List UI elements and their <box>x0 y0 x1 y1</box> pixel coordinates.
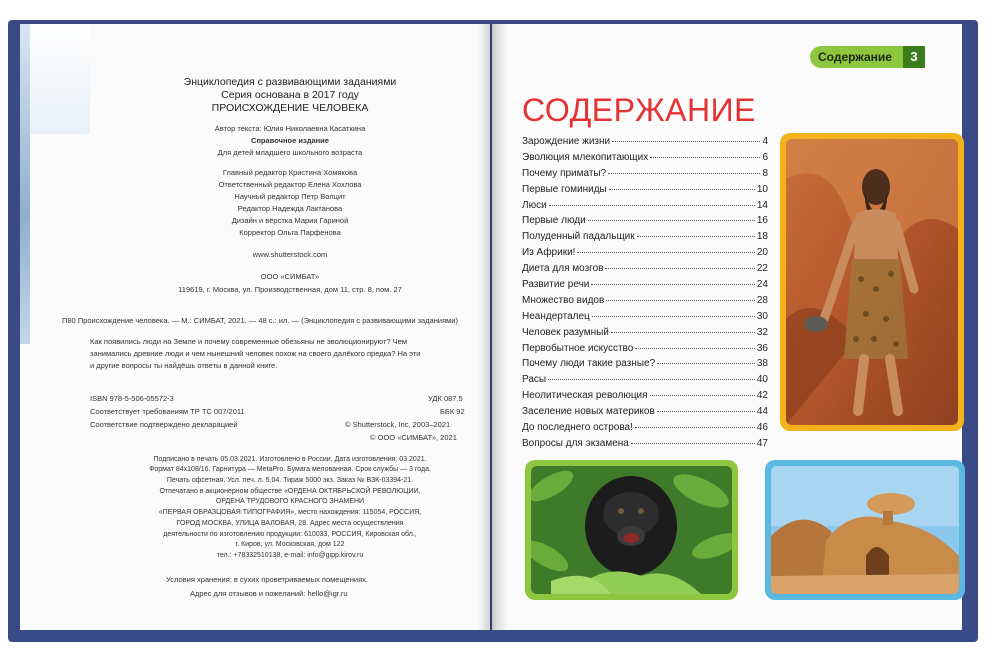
toc-item[interactable] <box>522 374 768 390</box>
book-title: ПРОИСХОЖДЕНИЕ ЧЕЛОВЕКА <box>211 102 369 114</box>
toc-item-title: Вопросы для экзамена <box>522 437 629 449</box>
toc-item-title: Почему люди такие разные? <box>522 358 656 370</box>
feedback-address: Адрес для отзывов и пожеланий: hello@igr.ru <box>190 589 348 598</box>
credit-line: Редактор Надежда Лактанова <box>237 204 343 213</box>
copyright-shutterstock: © Shutterstock, Inc, 2003–2021 <box>345 420 451 429</box>
print-info-line: ОРДЕНА ТРУДОВОГО КРАСНОГО ЗНАМЕНИ <box>215 498 365 505</box>
credit-line: Ответственный редактор Елена Хохлова <box>218 180 362 189</box>
credit-line: Корректор Ольга Парфенова <box>239 228 341 237</box>
toc-leader-dots <box>609 189 755 190</box>
gorilla-illustration <box>531 466 732 594</box>
catalog-line: П80 Происхождение человека. — М.: СИМБАТ, 2021. — 48 с.: ил. — (Энциклопедия с развивающими заданиями) <box>62 316 458 325</box>
page-heading: СОДЕРЖАНИЕ <box>522 92 756 128</box>
print-info-line: тел.: +78332510138, e-mail: info@gipp.kirov.ru <box>216 552 364 559</box>
toc-item-page: 38 <box>756 358 768 370</box>
toc-item[interactable] <box>522 390 768 406</box>
toc-leader-dots <box>657 411 755 412</box>
toc-leader-dots <box>612 141 760 142</box>
print-info-line: ГОРОД МОСКВА, УЛИЦА ВАЛОВАЯ, 28. Адрес места осуществления <box>176 520 404 527</box>
toc-item-title: Люси <box>522 199 547 211</box>
toc-item-page: 28 <box>756 294 768 306</box>
toc-item[interactable] <box>522 231 768 247</box>
toc-leader-dots <box>608 173 760 174</box>
series-since: Серия основана в 2017 году <box>221 89 359 101</box>
print-info-line: Отпечатано в акционерном обществе «ОРДЕНА ОКТЯБРЬСКОЙ РЕВОЛЮЦИИ, <box>159 488 421 495</box>
toc-leader-dots <box>635 427 755 428</box>
toc-item[interactable] <box>522 279 768 295</box>
udk: УДК 087.5 <box>428 394 463 403</box>
print-info-line: Печать офсетная. Усл. печ. л. 5,04. Тираж 5000 экз. Заказ № ВЗК-03394-21. <box>166 477 414 484</box>
toc-item-page: 42 <box>756 390 768 402</box>
annotation-line: занимались древние люди и чем нынешний человек похож на своего далёкого предка? На эти <box>90 349 421 358</box>
toc-leader-dots <box>650 395 755 396</box>
toc-item[interactable] <box>522 358 768 374</box>
print-info-line: Подписано в печать 05.03.2021. Изготовлено в России. Дата изготовления: 03.2021. <box>153 456 427 463</box>
credit-line: Научный редактор Петр Волцит <box>234 192 346 201</box>
print-info-line: «ПЕРВАЯ ОБРАЗЦОВАЯ ТИПОГРАФИЯ», место нахождения: 115054, РОССИЯ, <box>158 509 422 516</box>
toc-item[interactable] <box>522 406 768 422</box>
toc-item[interactable] <box>522 327 768 343</box>
left-page-edge-photo <box>20 24 90 134</box>
section-tag-label: Содержание <box>818 50 892 64</box>
print-info-line: деятельности по изготовлению продукции: 610033, РОССИЯ, Кировская обл., <box>163 531 417 538</box>
toc-item[interactable] <box>522 168 768 184</box>
page-number: 3 <box>903 46 925 68</box>
toc-leader-dots <box>650 157 760 158</box>
toc-item-page: 44 <box>756 406 768 418</box>
toc-leader-dots <box>577 252 754 253</box>
rock-illustration <box>771 466 959 594</box>
toc-item[interactable] <box>522 295 768 311</box>
declaration: Соответствие подтверждено декларацией <box>90 420 238 429</box>
gorilla-photo-image <box>531 466 732 594</box>
toc-leader-dots <box>591 284 755 285</box>
toc-item-title: Расы <box>522 374 547 386</box>
toc-item-title: Первые гоминиды <box>522 183 607 195</box>
toc-item[interactable] <box>522 136 768 152</box>
toc-leader-dots <box>548 379 755 380</box>
toc-item-page: 18 <box>756 231 768 243</box>
toc-leader-dots <box>588 220 755 221</box>
copyright-simbat: © ООО «СИМБАТ», 2021 <box>370 433 457 442</box>
author-line: Автор текста: Юлия Николаевна Касаткина <box>214 124 366 133</box>
toc-item-title: Диета для мозгов <box>522 263 604 275</box>
toc-item-page: 6 <box>762 151 768 163</box>
toc-item-title: Множество видов <box>522 294 605 306</box>
toc-item[interactable] <box>522 438 768 454</box>
annotation-line: Как появились люди на Земле и почему современные обезьяны не эволюционируют? Чем <box>90 337 407 346</box>
toc-item[interactable] <box>522 311 768 327</box>
toc-leader-dots <box>635 348 755 349</box>
toc-leader-dots <box>637 236 755 237</box>
toc-leader-dots <box>657 363 755 364</box>
gorilla-photo <box>525 460 738 600</box>
toc-item-page: 8 <box>762 167 768 179</box>
compliance: Соответствует требованиям ТР ТС 007/2011 <box>90 407 245 416</box>
toc-item-page: 24 <box>756 279 768 291</box>
audience-line: Для детей младшего школьного возраста <box>217 148 363 157</box>
toc-item-title: Первые люди <box>522 215 586 227</box>
toc-item-page: 22 <box>756 263 768 275</box>
toc-leader-dots <box>631 443 755 444</box>
isbn: ISBN 978-5-506-05572-3 <box>90 394 174 403</box>
toc-item[interactable] <box>522 184 768 200</box>
credit-line: Дизайн и вёрстка Марии Гариной <box>231 216 349 225</box>
annotation-line: и другие вопросы ты найдёшь ответы в данной книге. <box>90 361 278 370</box>
table-of-contents <box>522 136 768 454</box>
toc-item-page: 30 <box>756 310 768 322</box>
bbk: ББК 92 <box>440 407 465 416</box>
edition-type: Справочное издание <box>251 136 329 145</box>
toc-item-title: Неандерталец <box>522 310 590 322</box>
toc-item-page: 10 <box>756 183 768 195</box>
toc-item-title: Человек разумный <box>522 326 609 338</box>
toc-item[interactable] <box>522 152 768 168</box>
toc-item[interactable] <box>522 200 768 216</box>
toc-item[interactable] <box>522 215 768 231</box>
print-info-line: Формат 84х108/16. Гарнитура — MetaPro. Бумага мелованная. Срок службы — 3 года. <box>149 466 431 473</box>
toc-item-title: Заселение новых материков <box>522 406 655 418</box>
toc-leader-dots <box>611 332 755 333</box>
toc-item-page: 14 <box>756 199 768 211</box>
left-page-edge-strip <box>20 24 30 344</box>
credit-line: Главный редактор Кристина Хомякова <box>222 168 358 177</box>
toc-leader-dots <box>606 300 755 301</box>
caveman-photo-image <box>786 139 958 425</box>
toc-item-title: Почему приматы? <box>522 167 607 179</box>
toc-item-title: Зарождение жизни <box>522 136 611 147</box>
publisher-address: 119619, г. Москва, ул. Производственная, дом 11, стр. 8, пом. 27 <box>178 285 402 294</box>
caveman-illustration <box>786 139 958 425</box>
rock-dwelling-photo-image <box>771 466 959 594</box>
toc-item-page: 32 <box>756 326 768 338</box>
photo-source: www.shutterstock.com <box>252 250 328 259</box>
publisher: ООО «СИМБАТ» <box>260 272 320 281</box>
caveman-photo <box>780 133 964 431</box>
toc-leader-dots <box>549 205 755 206</box>
toc-item[interactable] <box>522 422 768 438</box>
toc-item[interactable] <box>522 343 768 359</box>
toc-item-page: 20 <box>756 247 768 259</box>
toc-item-title: Эволюция млекопитающих <box>522 151 649 163</box>
toc-item[interactable] <box>522 263 768 279</box>
toc-item-title: Из Африки! <box>522 247 576 259</box>
rock-dwelling-photo <box>765 460 965 600</box>
toc-item-page: 36 <box>756 342 768 354</box>
toc-item-title: Неолитическая революция <box>522 390 648 402</box>
series-title: Энциклопедия с развивающими заданиями <box>183 76 397 88</box>
toc-leader-dots <box>592 316 755 317</box>
toc-item-title: До последнего острова! <box>522 422 633 434</box>
toc-item-title: Полуденный падальщик <box>522 231 635 243</box>
toc-item-title: Развитие речи <box>522 279 590 291</box>
storage-conditions: Условия хранения: в сухих проветриваемых помещениях. <box>166 575 368 584</box>
toc-item-page: 16 <box>756 215 768 227</box>
toc-item-title: Первобытное искусство <box>522 342 634 354</box>
toc-item[interactable] <box>522 247 768 263</box>
toc-leader-dots <box>605 268 754 269</box>
print-info-line: г. Киров, ул. Московская, дом 122 <box>235 541 345 548</box>
book-gutter-shadow <box>478 24 508 630</box>
toc-item-page: 4 <box>762 136 768 147</box>
toc-item-page: 47 <box>756 437 768 449</box>
toc-item-page: 46 <box>756 422 768 434</box>
toc-item-page: 40 <box>756 374 768 386</box>
